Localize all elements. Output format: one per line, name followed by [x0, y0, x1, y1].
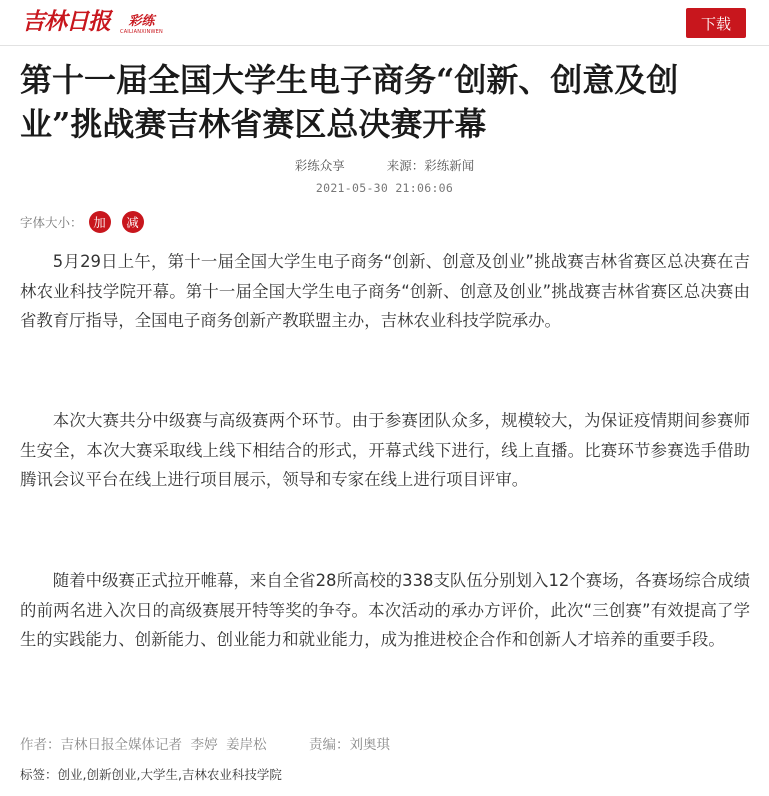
- article-title: 第十一届全国大学生电子商务“创新、创意及创业”挑战赛吉林省赛区总决赛开幕: [20, 61, 679, 143]
- article-source: 来源：彩练新闻: [386, 158, 475, 173]
- article-meta: [0, 156, 769, 174]
- logo-main-text: 吉林日报: [22, 8, 110, 35]
- article-datetime: 2021-05-30 21:06:06: [315, 181, 454, 195]
- font-size-control: [20, 211, 144, 233]
- page-header: [0, 0, 769, 46]
- logo-sub-english: CAILIANXINWEN: [120, 29, 163, 35]
- article-paragraph-2: 本次大赛共分中级赛与高级赛两个环节。由于参赛团队众多，规模较大，为保证疫情期间参赛师生安全，本次大赛采取线上线下相结合的形式，开幕式线下进行，线上直播。比赛环节参赛选手借助腾讯会议平台在线上进行项目展示，领导和专家在线上进行项目评审。: [20, 411, 750, 489]
- article-credits: [20, 733, 390, 753]
- article-author: 彩练众享: [294, 158, 345, 173]
- logo-sub: [120, 15, 163, 36]
- tag-list[interactable]: 创业,创新创业,大学生,吉林农业科技学院: [57, 767, 282, 782]
- article-byline: 作者：吉林日报全媒体记者 李婷 姜岸松: [20, 737, 267, 753]
- download-button[interactable]: 下载: [686, 8, 746, 38]
- font-size-label: 字体大小：: [20, 215, 83, 230]
- logo-sub-text: 彩练: [128, 14, 155, 29]
- tags-label: 标签：: [20, 767, 58, 782]
- font-increase-button[interactable]: 加: [89, 211, 111, 233]
- site-logo[interactable]: [22, 8, 163, 36]
- font-decrease-button[interactable]: 减: [122, 211, 144, 233]
- article-editor: 责编：刘奥琪: [308, 737, 390, 753]
- article-paragraph-1: 5月29日上午，第十一届全国大学生电子商务“创新、创意及创业”挑战赛吉林省赛区总决赛在吉林农业科技学院开幕。第十一届全国大学生电子商务“创新、创意及创业”挑战赛吉林省赛区总决赛由省教育厅指导，全国电子商务创新产教联盟主办，吉林农业科技学院承办。: [20, 252, 750, 330]
- article-tags: [20, 765, 282, 783]
- article-paragraph-3: 随着中级赛正式拉开帷幕，来自全省28所高校的338支队伍分别划入12个赛场，各赛场综合成绩的前两名进入次日的高级赛展开特等奖的争夺。本次活动的承办方评价，此次“三创赛”有效提高了学生的实践能力、创新能力、创业能力和就业能力，成为推进校企合作和创新人才培养的重要手段。: [20, 571, 750, 649]
